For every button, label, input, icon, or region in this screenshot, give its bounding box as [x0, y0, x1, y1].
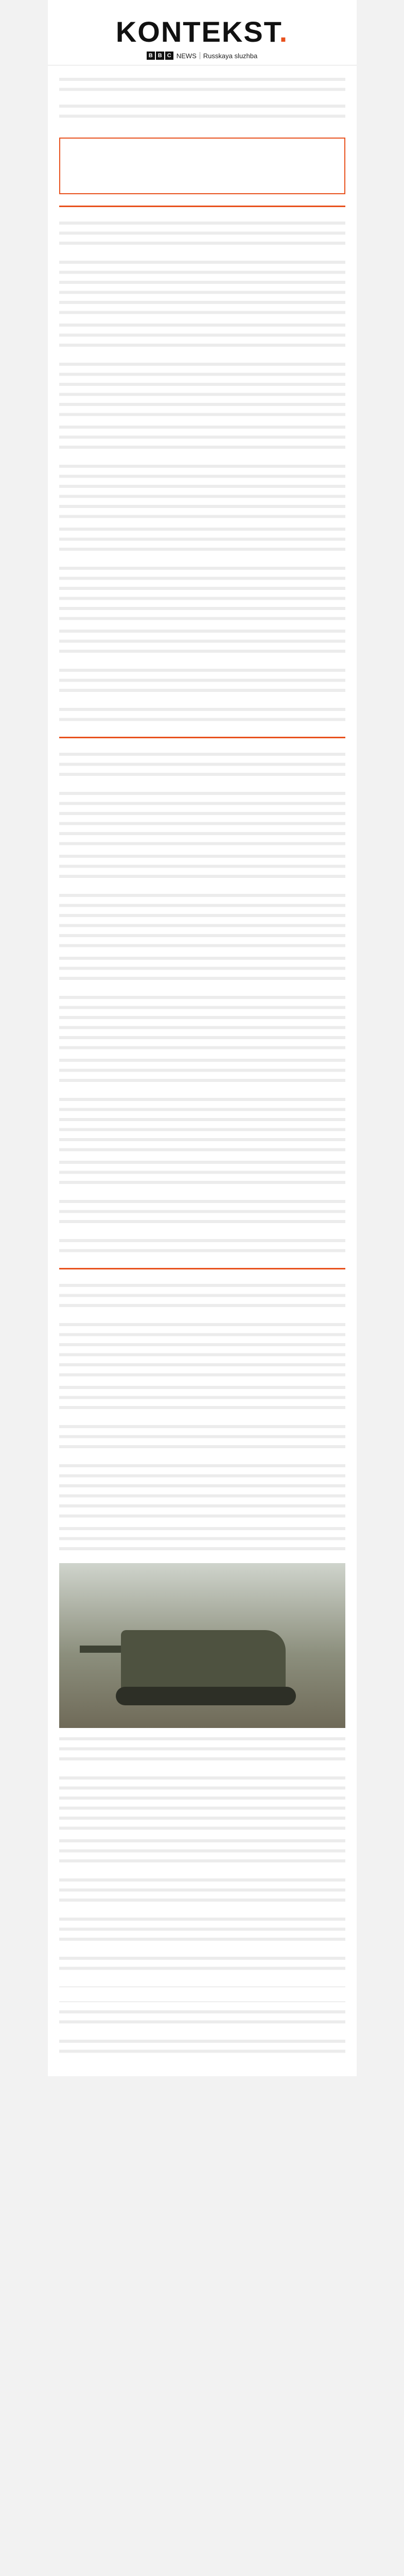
article-paragraph — [59, 705, 345, 725]
article-body — [48, 218, 357, 725]
article-paragraph — [59, 1954, 345, 1974]
section-label — [59, 737, 345, 744]
article-body — [48, 1281, 357, 1557]
article-paragraph — [59, 1734, 345, 1767]
article-paragraph — [59, 1836, 345, 1869]
article-paragraph — [59, 1197, 345, 1230]
article-paragraph — [59, 891, 345, 947]
section-label — [59, 206, 345, 213]
article-paragraph — [59, 789, 345, 845]
article-paragraph — [59, 750, 345, 783]
article-paragraph — [59, 258, 345, 314]
article-paragraph — [59, 1914, 345, 1947]
article-paragraph — [59, 1773, 345, 1830]
article-paragraph — [59, 1524, 345, 1557]
intro — [48, 65, 357, 138]
newsletter — [48, 0, 357, 2076]
article-paragraph — [59, 666, 345, 699]
service-label: Russkaya sluzhba — [203, 52, 258, 60]
article-paragraph — [59, 422, 345, 455]
article-paragraph — [59, 1320, 345, 1377]
article-paragraph — [59, 1875, 345, 1908]
bbc-news-label: NEWS — [176, 52, 197, 60]
footer — [59, 2002, 345, 2060]
article-paragraph — [59, 462, 345, 518]
footer-paragraph — [59, 2037, 345, 2060]
article-paragraph — [59, 1158, 345, 1191]
section-label — [59, 1268, 345, 1276]
intro-paragraph — [59, 101, 345, 122]
tank-photo — [59, 1563, 345, 1728]
masthead — [48, 0, 357, 65]
article-paragraph — [59, 1281, 345, 1314]
lead-box — [59, 138, 345, 194]
bbc-logo: B B C — [147, 52, 173, 60]
bbc-branding — [58, 52, 346, 60]
article-body — [48, 750, 357, 1257]
logo-text: KONTEKST — [115, 15, 279, 48]
article-paragraph — [59, 360, 345, 416]
signoff — [59, 1987, 345, 1992]
article-paragraph — [59, 218, 345, 251]
article-paragraph — [59, 564, 345, 620]
footer-paragraph — [59, 2007, 345, 2030]
article-paragraph — [59, 1056, 345, 1089]
article-paragraph — [59, 1383, 345, 1416]
article-paragraph — [59, 1095, 345, 1151]
article-paragraph — [59, 320, 345, 353]
article-paragraph — [59, 852, 345, 885]
article-paragraph — [59, 524, 345, 557]
article-paragraph — [59, 993, 345, 1049]
tank-hull-shape — [121, 1630, 286, 1692]
article-paragraph — [59, 1236, 345, 1257]
kontekst-logo: KONTEKST. — [115, 15, 289, 48]
article-paragraph — [59, 1422, 345, 1455]
article-paragraph — [59, 1461, 345, 1518]
article-paragraph — [59, 626, 345, 659]
article-paragraph — [59, 954, 345, 987]
tank-track-shape — [116, 1687, 296, 1705]
intro-paragraph — [59, 75, 345, 95]
article-body — [48, 1734, 357, 1974]
